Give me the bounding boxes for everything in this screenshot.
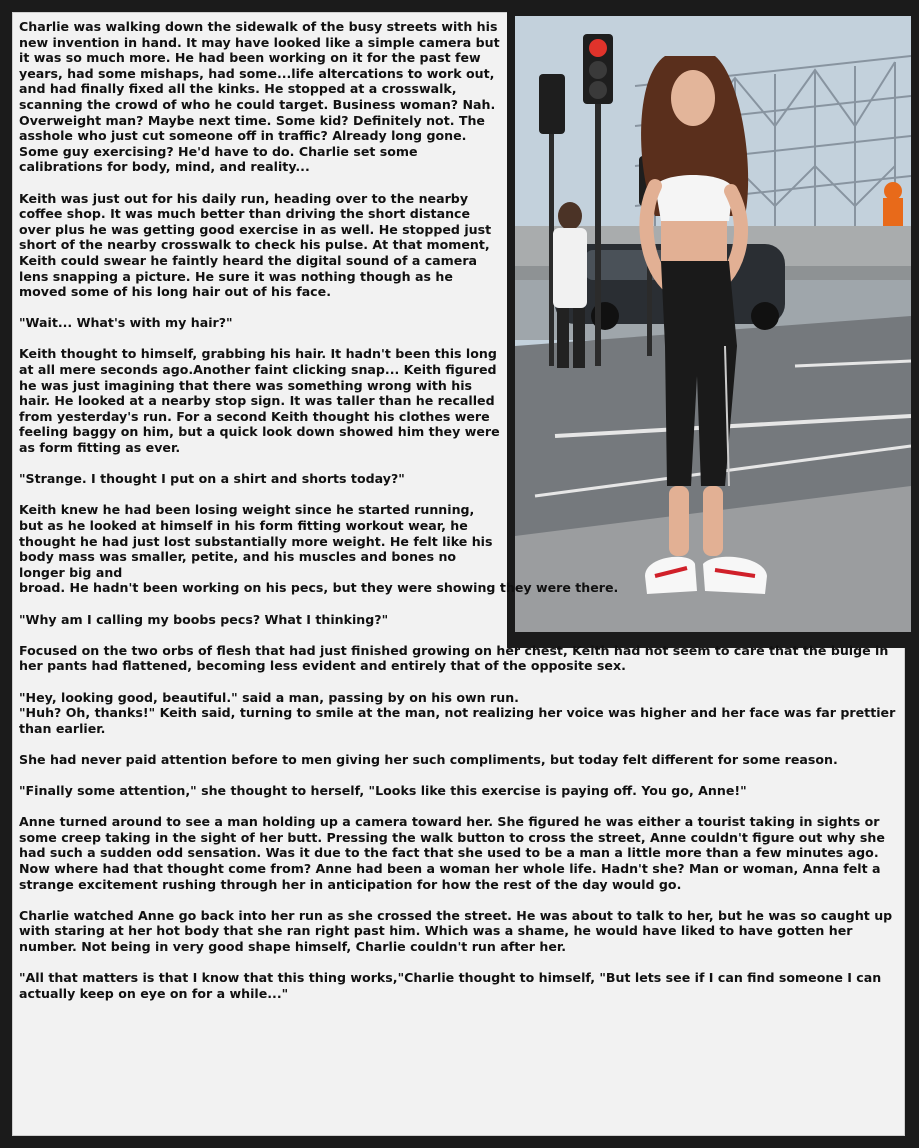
paragraph-4: Keith thought to himself, grabbing his hair. It hadn't been this long at all mere seconds ago.Another faint clicking snap... Keith figured he was just imagining that there was something wrong with his hair. He looked at a nearby stop sign. It was taller than he recalled from yesterday's run. For a second Keith thought his clothes were feeling baggy on him, but a quick look down showed him they were as form fitting as ever. — [19, 346, 500, 456]
paragraph-7: "Why am I calling my boobs pecs? What I thinking?" — [19, 611, 389, 627]
paragraph-1: Charlie was walking down the sidewalk of the busy streets with his new invention in hand. It may have looked like a simple camera but it was so much more. He had been working on it for the past few years, had some mishaps, had some...life altercations to work out, and had finally fixed all the kinks. He stopped at a crosswalk, scanning the crowd of who he could target. Business woman? Nah. Overweight man? Maybe next time. Some kid? Definitely not. The asshole who just cut someone off in traffic? Already long gone. Some guy exercising? He'd have to do. Charlie set some calibrations for body, mind, and reality... — [19, 19, 500, 175]
paragraph-3: "Wait... What's with my hair?" — [19, 315, 233, 331]
paragraph-13: Anne turned around to see a man holding up a camera toward her. She figured he was either a tourist taking in sights or some creep taking in the sight of her butt. Pressing the walk button to cross the street, Anne couldn't figure out why she had such a sudden odd sensation. Was it due to the fact that she used to be a man a little more than a few minutes ago. Now where had that thought come from? Anne had been a woman her whole life. Hadn't she? Man or woman, Anna felt a strange excitement rushing through her in anticipation for how the rest of the day would go. — [19, 814, 885, 892]
paragraph-10: "Huh? Oh, thanks!" Keith said, turning to smile at the man, not realizing her voice was higher and her face was far prettier than earlier. — [19, 705, 896, 736]
paragraph-14: Charlie watched Anne go back into her run as she crossed the street. He was about to talk to her, but he was so caught up with staring at her hot body that she ran right past him. Which was a shame, he would have liked to have gotten her number. Not being in very good shape himself, Charlie couldn't run after her. — [19, 907, 893, 955]
story-text — [19, 19, 899, 1017]
story-page — [12, 12, 905, 1136]
paragraph-9: "Hey, looking good, beautiful." said a man, passing by on his own run. — [19, 689, 519, 705]
paragraph-2: Keith was just out for his daily run, heading over to the nearby coffee shop. It was much better than driving the short distance over plus he was getting good exercise in as well. He stopped just short of the nearby crosswalk to check his pulse. At that moment, Keith could swear he faintly heard the digital sound of a camera lens snapping a picture. He sure it was nothing though as he moved some of his long hair out of his face. — [19, 190, 492, 300]
paragraph-15: "All that matters is that I know that this thing works,"Charlie thought to himself, "But lets see if I can find someone I can actually keep on eye on for a while..." — [19, 970, 882, 1001]
paragraph-6a: Keith knew he had been losing weight since he started running, but as he looked at himself in his form fitting workout wear, he thought he had just lost substantially more weight. He felt like his body mass was smaller, petite, and his muscles and bones no longer big and — [19, 502, 493, 580]
paragraph-5: "Strange. I thought I put on a shirt and shorts today?" — [19, 471, 405, 487]
paragraph-8: Focused on the two orbs of flesh that had just finished growing on her chest, Keith had not seem to care that the bulge in her pants had flattened, becoming less evident and entirely that of the opposite sex. — [19, 642, 889, 674]
paragraph-11: She had never paid attention before to men giving her such compliments, but today felt different for some reason. — [19, 751, 838, 767]
paragraph-12: "Finally some attention," she thought to herself, "Looks like this exercise is paying off. You go, Anne!" — [19, 783, 747, 799]
paragraph-6b: broad. He hadn't been working on his pecs, but they were showing they were there. — [19, 580, 619, 596]
